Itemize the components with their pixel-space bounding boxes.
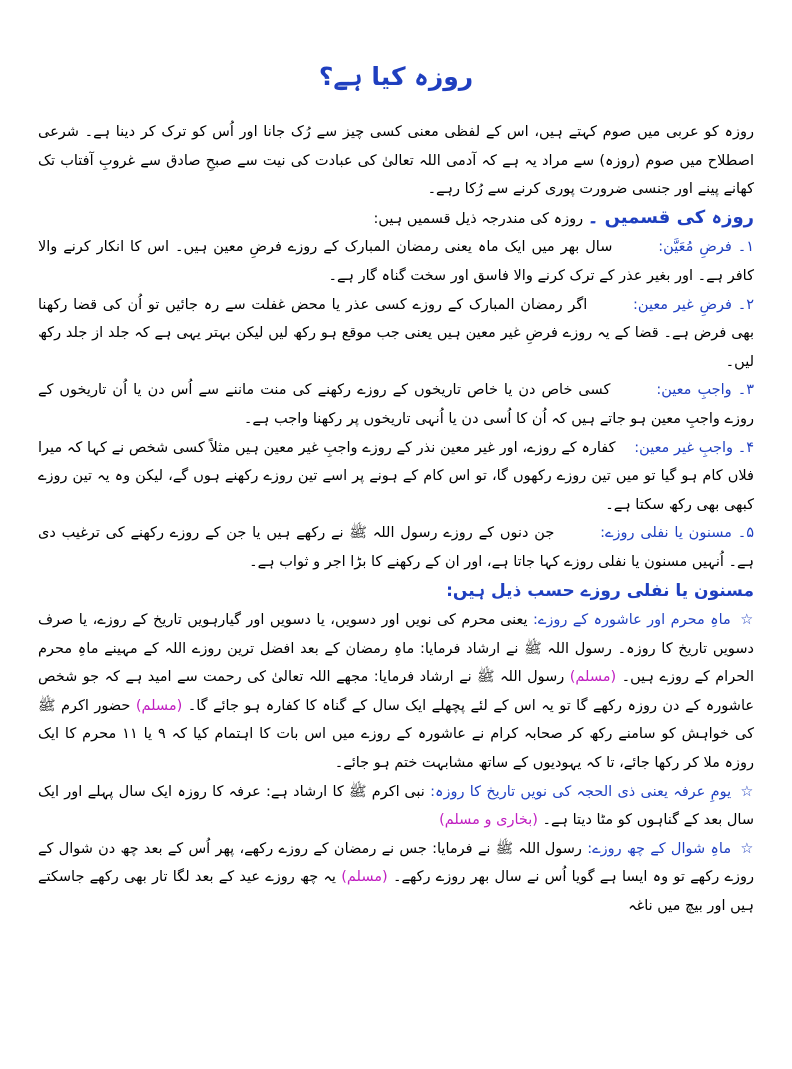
arafah-text: نبی اکرم ﷺ کا ارشاد ہے: عرفہ کا روزہ ایک سال پہلے اور ایک سال بعد کے گناہوں کو مٹا دیتا ہے۔ xyxy=(38,783,754,829)
ashura-ref-1: (مسلم) xyxy=(569,669,617,686)
types-section xyxy=(38,204,754,234)
ashura-text-2: رسول اللہ ﷺ نے ارشاد فرمایا: مجھے اللہ تعالیٰ کی رحمت سے امید ہے کہ جو شخص عاشورہ کے دن روزہ رکھے گا تو یہ اس کے لئے پچھلے ایک سال کے گناہ کا کفارہ ہو جائے گا۔ xyxy=(38,669,755,714)
type-item-4 xyxy=(38,434,754,520)
type-item-5 xyxy=(38,519,754,576)
star-icon: ☆ xyxy=(740,840,755,857)
nafl-section xyxy=(38,577,754,607)
shawwal-label: ماہِ شوال کے چھ روزے: xyxy=(587,840,732,857)
type-item-2 xyxy=(38,291,754,377)
type-item-3 xyxy=(38,376,754,433)
type-label-2: ۲۔ فرضِ غیر معین: xyxy=(633,296,754,313)
type-text-5: جن دنوں کے روزے رسول اللہ ﷺ نے رکھے ہیں یا جن کے روزے رکھنے کی ترغیب دی ہے۔ اُنہیں مسنون یا نفلی روزے کہا جاتا ہے، اور ان کے رکھنے کا بڑا اجر و ثواب ہے۔ xyxy=(38,525,754,570)
arafah-ref: (بخاری و مسلم) xyxy=(439,812,538,829)
type-text-1: سال بھر میں ایک ماہ یعنی رمضان المبارک کے روزے فرضِ معین ہیں۔ اس کا انکار کرنے والا کافر ہے۔ اور بغیر عذر کے ترک کرنے والا فاسق اور سخت گناہ گار ہے۔ xyxy=(38,239,754,284)
document-body xyxy=(38,118,754,921)
type-item-1 xyxy=(38,233,754,290)
shawwal-ref: (مسلم) xyxy=(341,869,388,886)
star-icon: ☆ xyxy=(740,612,754,629)
type-label-1: ۱۔ فرضِ مُعَیَّن: xyxy=(658,239,754,256)
types-heading: روزہ کی قسمیں ۔ xyxy=(587,206,754,228)
arafah-label: یومِ عرفہ یعنی ذی الحجہ کی نویں تاریخ کا روزہ: xyxy=(430,783,732,800)
nafl-heading: مسنون یا نفلی روزے حسب ذیل ہیں: xyxy=(446,580,754,601)
star-icon: ☆ xyxy=(740,783,755,800)
type-text-4: کفارہ کے روزے، اور غیر معین نذر کے روزے واجبِ غیر معین ہیں مثلاً کسی شخص نے کہا کہ میرا فلاں کام ہو گیا تو میں تین روزے رکھوں گا، تو اس کام کے ہونے پر اسے تین روزے رکھنے ہوں گے، لیکن وہ یہ تین روزے کبھی بھی رکھ سکتا ہے۔ xyxy=(38,439,754,513)
item-shawwal xyxy=(38,835,754,921)
ashura-text-1: یعنی محرم کی نویں اور دسویں، یا دسویں اور گیارہویں تاریخ کے روزے، یا صرف دسویں تاریخ کا روزہ۔ رسول اللہ ﷺ نے ارشاد فرمایا: ماہِ رمضان کے بعد افضل ترین روزے اللہ کے مہینے ماہِ محرم الحرام کے روزے ہیں۔ xyxy=(38,612,755,686)
type-label-5: ۵۔ مسنون یا نفلی روزے: xyxy=(600,525,755,542)
page-title: روزہ کیا ہے؟ xyxy=(318,62,474,91)
item-arafah xyxy=(38,778,754,835)
intro-paragraph: روزہ کو عربی میں صوم کہتے ہیں، اس کے لفظی معنی کسی چیز سے رُک جانا اور اُس کو ترک کر دینا ہے۔ شرعی اصطلاح میں صوم (روزہ) سے مراد یہ ہے کہ آدمی اللہ تعالیٰ کی عبادت کی نیت سے صبحِ صادق سے غروبِ آفتاب تک کھانے پینے اور جنسی ضرورت پوری کرنے سے رُکا رہے۔ xyxy=(38,124,754,198)
type-text-2: اگر رمضان المبارک کے روزے کسی عذر یا محض غفلت سے رہ جائیں تو اُن کی قضا رکھنا بھی فرض ہے۔ قضا کے یہ روزے فرضِ غیر معین ہیں یعنی جب موقع ہو رکھ لیں لیکن بہتر یہی ہے کہ جلد از جلد رکھ لیں۔ xyxy=(38,296,754,370)
types-intro: روزہ کی مندرجہ ذیل قسمیں ہیں: xyxy=(373,210,584,227)
type-text-3: کسی خاص دن یا خاص تاریخوں کے روزے رکھنے کی منت ماننے سے اُس دن یا اُن تاریخوں کے روزے واجبِ معین ہو جاتے ہیں کہ اُن کا اُسی دن یا اُنہی تاریخوں پر رکھنا واجب ہے۔ xyxy=(38,382,754,427)
ashura-label: ماہِ محرم اور عاشورہ کے روزے: xyxy=(532,612,731,629)
type-label-4: ۴۔ واجبِ غیر معین: xyxy=(634,439,755,456)
ashura-text-3: حضور اکرم ﷺ کی خواہش کو سامنے رکھ کر صحابہ کرام نے عاشورہ کے روزے میں اس بات کا اہتمام کیا کہ ۹ یا ۱۱ محرم کا ایک روزہ ملا کر رکھا جائے، تا کہ یہودیوں کے ساتھ مشابہت ختم ہو جائے۔ xyxy=(38,697,755,772)
shawwal-text-1: رسول اللہ ﷺ نے فرمایا: جس نے رمضان کے روزے رکھے، پھر اُس کے بعد چھ دن شوال کے روزے رکھے تو وہ ایسا ہے گویا اُس نے سال بھر روزے رکھے۔ xyxy=(38,840,755,886)
ashura-ref-2: (مسلم) xyxy=(135,697,183,714)
type-label-3: ۳۔ واجبِ معین: xyxy=(656,382,754,399)
item-ashura xyxy=(38,606,754,778)
shawwal-text-2: یہ چھ روزے عید کے بعد لگا تار بھی رکھے جاسکتے ہیں اور بیچ میں ناغہ xyxy=(38,869,754,915)
